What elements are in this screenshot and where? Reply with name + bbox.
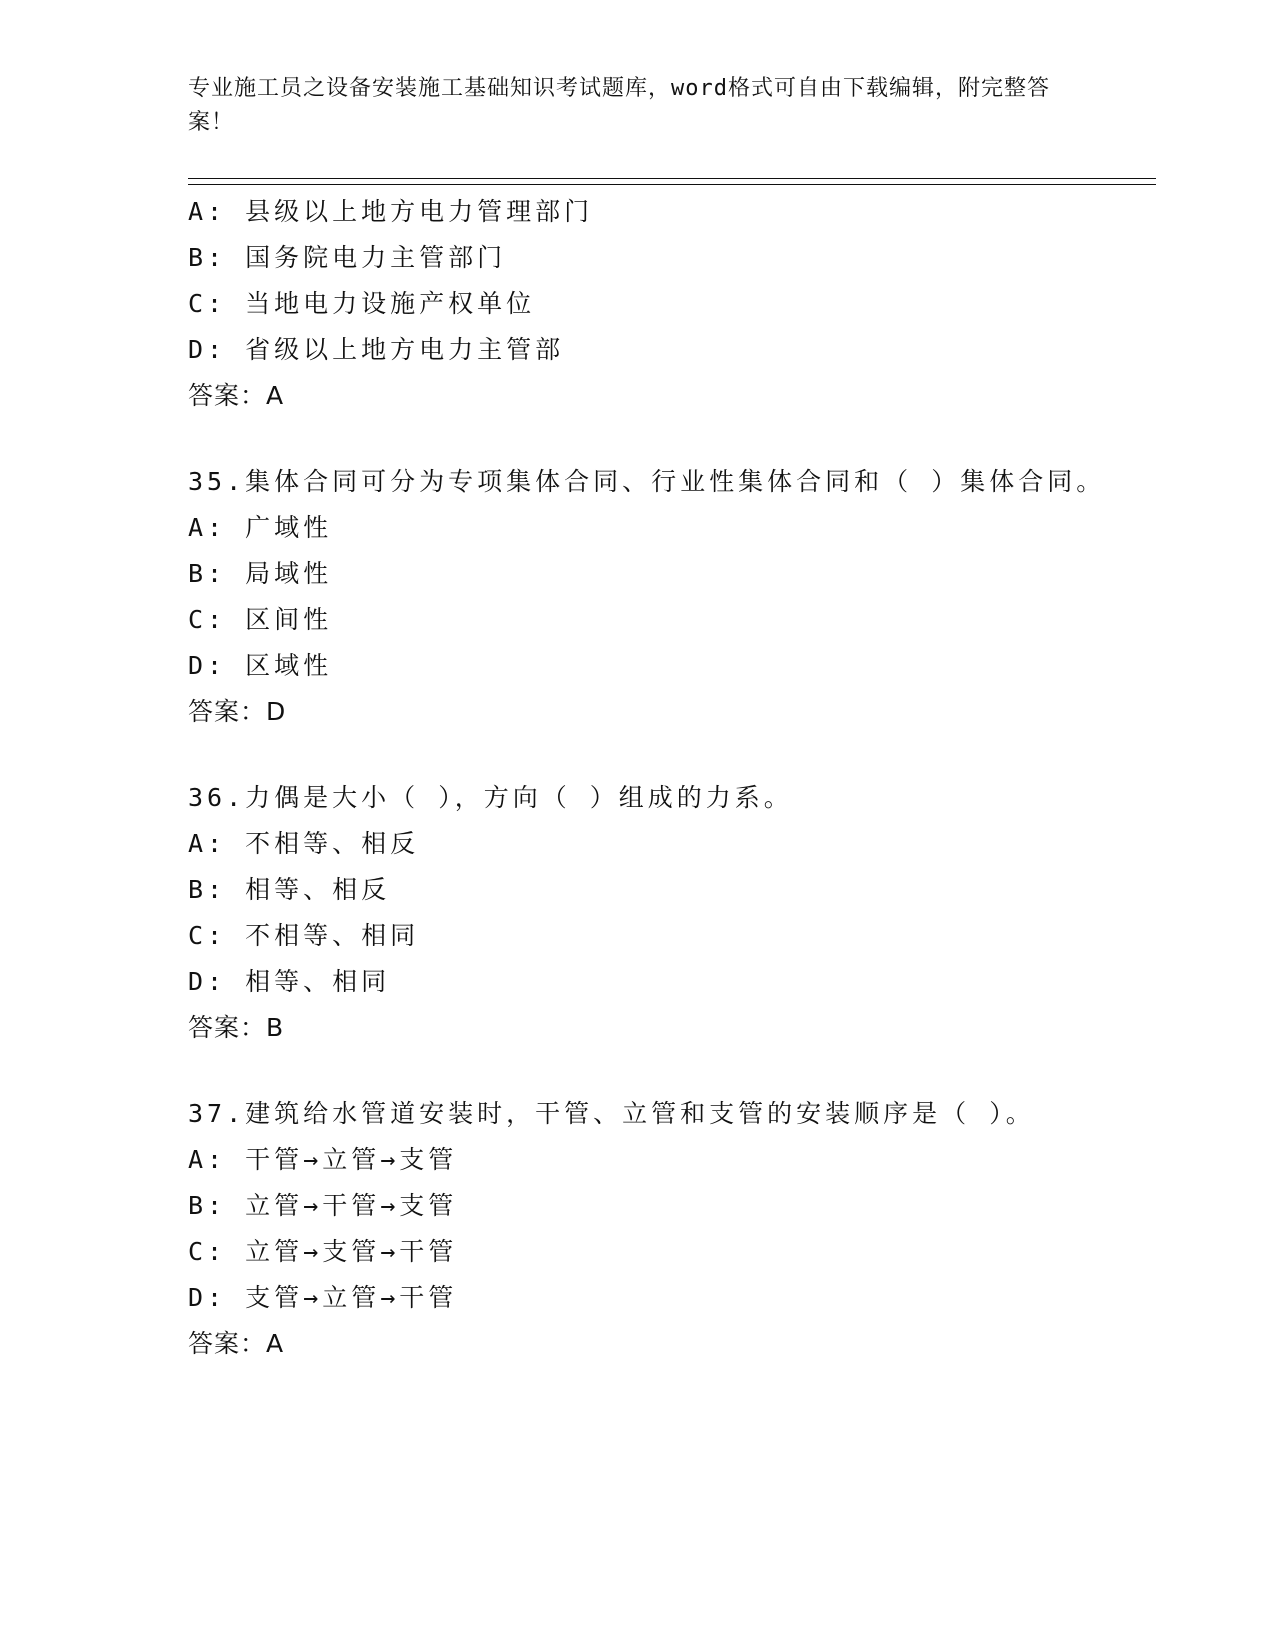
question-list <box>188 189 1128 1367</box>
spacer <box>188 1051 1128 1091</box>
question-block-35 <box>188 459 1128 735</box>
option-b: B: 立管→干管→支管 <box>188 1191 458 1220</box>
option-a: A: 县级以上地方电力管理部门 <box>188 197 594 226</box>
question-block-36 <box>188 775 1128 1051</box>
spacer <box>188 419 1128 459</box>
option-c: C: 当地电力设施产权单位 <box>188 289 536 318</box>
answer-line: 答案：B <box>188 1013 285 1042</box>
option-b: B: 相等、相反 <box>188 875 391 904</box>
document-header <box>188 72 1078 140</box>
option-c: C: 区间性 <box>188 605 333 634</box>
question-text: 37.建筑给水管道安装时，干管、立管和支管的安装顺序是（ ）。 <box>188 1099 1035 1128</box>
option-a: A: 广域性 <box>188 513 333 542</box>
option-c: C: 立管→支管→干管 <box>188 1237 458 1266</box>
spacer <box>188 735 1128 775</box>
question-block-37 <box>188 1091 1128 1367</box>
option-b: B: 国务院电力主管部门 <box>188 243 507 272</box>
option-a: A: 不相等、相反 <box>188 829 420 858</box>
option-b: B: 局域性 <box>188 559 333 588</box>
question-block-34 <box>188 189 1128 419</box>
option-c: C: 不相等、相同 <box>188 921 420 950</box>
document-title: 专业施工员之设备安装施工基础知识考试题库，word格式可自由下载编辑，附完整答案！ <box>188 76 1050 135</box>
option-d: D: 相等、相同 <box>188 967 391 996</box>
option-d: D: 省级以上地方电力主管部 <box>188 335 565 364</box>
option-d: D: 支管→立管→干管 <box>188 1283 458 1312</box>
answer-line: 答案：A <box>188 381 285 410</box>
question-text: 35.集体合同可分为专项集体合同、行业性集体合同和（ ）集体合同。 <box>188 467 1106 496</box>
option-d: D: 区域性 <box>188 651 333 680</box>
answer-line: 答案：D <box>188 697 287 726</box>
header-divider <box>188 178 1156 185</box>
answer-line: 答案：A <box>188 1329 285 1358</box>
question-text: 36.力偶是大小（ ），方向（ ）组成的力系。 <box>188 783 793 812</box>
option-a: A: 干管→立管→支管 <box>188 1145 458 1174</box>
